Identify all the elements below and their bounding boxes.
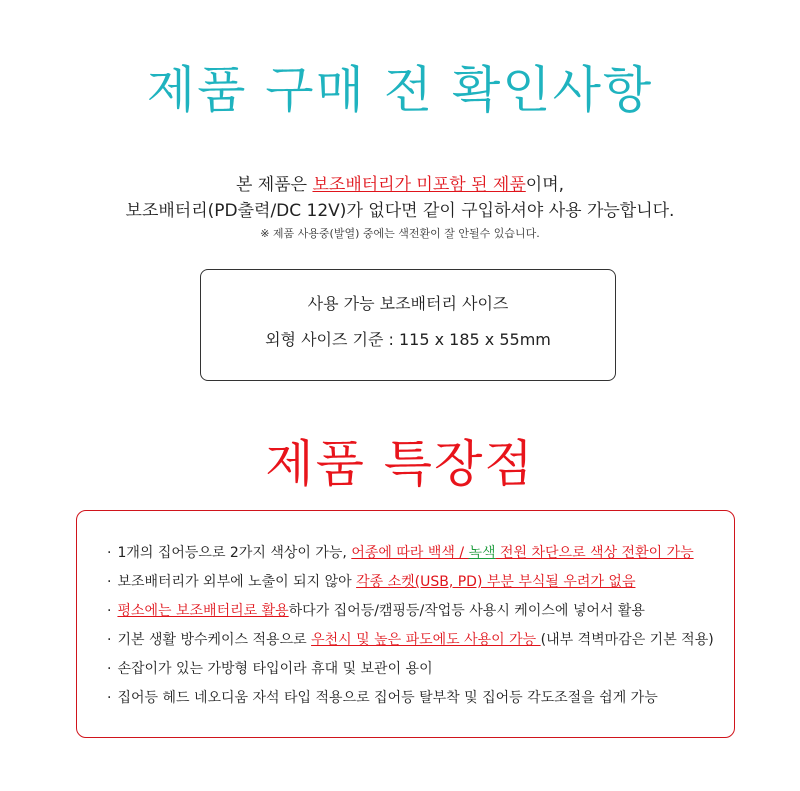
feature-text: 손잡이가 있는 가방형 타입이라 휴대 및 보관이 용이	[117, 661, 433, 677]
intro-line-2: 보조배터리(PD출력/DC 12V)가 없다면 같이 구입하셔야 사용 가능합니다.	[125, 201, 675, 221]
bullet: ·	[107, 661, 112, 677]
battery-not-included-highlight: 보조배터리가 미포함 된 제품	[312, 175, 526, 195]
feature-text: 기본 생활 방수케이스 적용으로	[117, 632, 312, 648]
intro-note: ※ 제품 사용중(발열) 중에는 색전환이 잘 안될수 있습니다.	[260, 227, 540, 240]
bullet: ·	[107, 574, 112, 590]
intro-line-1	[0, 172, 800, 198]
bullet: ·	[107, 690, 112, 706]
feature-highlight-red: 각종 소켓(USB, PD) 부분 부식될 우려가 없음	[356, 574, 636, 590]
feature-highlight-red: 평소에는 보조배터리로 활용	[117, 603, 289, 619]
intro-section	[0, 172, 800, 243]
intro-line-1-suffix: 이며,	[525, 175, 565, 195]
features-title: 제품 특장점	[265, 435, 535, 493]
feature-item	[107, 684, 734, 713]
feature-highlight-green: 녹색	[468, 545, 496, 561]
feature-highlight-red: 어종에 따라 백색 /	[351, 545, 469, 561]
feature-highlight-red: 우천시 및 높은 파도에도 사용이 가능	[311, 632, 541, 648]
page-title: 제품 구매 전 확인사항	[146, 61, 654, 119]
feature-item	[107, 539, 734, 568]
battery-size-heading: 사용 가능 보조배터리 사이즈	[307, 294, 509, 313]
feature-text: 하다가 집어등/캠핑등/작업등 사용시 케이스에 넣어서 활용	[288, 603, 645, 619]
feature-item	[107, 568, 734, 597]
bullet: ·	[107, 632, 112, 648]
battery-size-box	[200, 269, 616, 381]
feature-item	[107, 626, 734, 655]
bullet: ·	[107, 545, 112, 561]
battery-size-dimensions: 외형 사이즈 기준 : 115 x 185 x 55mm	[265, 330, 551, 349]
feature-item	[107, 597, 734, 626]
feature-text: 집어등 헤드 네오디움 자석 타입 적용으로 집어등 탈부착 및 집어등 각도조절을 쉽게 가능	[117, 690, 658, 706]
feature-text: (내부 격벽마감은 기본 적용)	[540, 632, 714, 648]
feature-item	[107, 655, 734, 684]
feature-text: 보조배터리가 외부에 노출이 되지 않아	[117, 574, 357, 590]
feature-text: 1개의 집어등으로 2가지 색상이 가능,	[117, 545, 352, 561]
bullet: ·	[107, 603, 112, 619]
feature-highlight-red: 전원 차단으로 색상 전환이 가능	[495, 545, 694, 561]
features-box	[76, 510, 735, 738]
intro-line-1-prefix: 본 제품은	[235, 175, 313, 195]
